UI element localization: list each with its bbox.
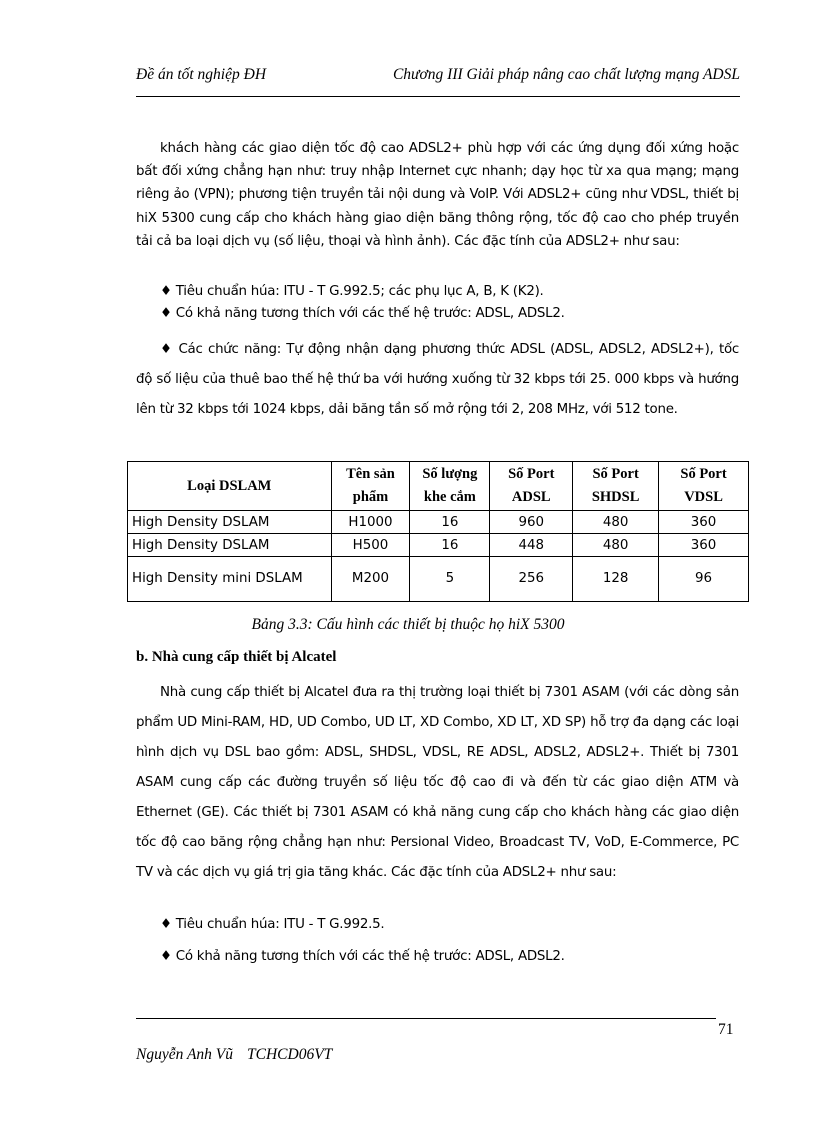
table-cell: 480 xyxy=(573,511,659,534)
table-cell: 16 xyxy=(410,511,490,534)
table-cell: H1000 xyxy=(331,511,410,534)
table-cell: 360 xyxy=(659,534,749,557)
col-header-vdsl: Số Port VDSL xyxy=(659,462,749,511)
bullet-compatibility-2: ♦ Có khả năng tương thích với các thế hệ trước: ADSL, ADSL2. xyxy=(160,949,565,964)
page-footer xyxy=(136,1046,332,1064)
table-cell: High Density DSLAM xyxy=(128,511,332,534)
page-number: 71 xyxy=(718,1021,734,1038)
bullet-standard-2: ♦ Tiêu chuẩn húa: ITU - T G.992.5. xyxy=(160,917,385,932)
header-right: Chương III Giải pháp nâng cao chất lượng mạng ADSL xyxy=(392,66,740,83)
footer-author: Nguyễn Anh Vũ xyxy=(136,1046,234,1063)
bullet-functions: ♦ Các chức năng: Tự động nhận dạng phương thức ADSL (ADSL, ADSL2, ADSL2+), tốc độ số liệu của thuê bao thế hệ thứ ba với hướng xuống từ 32 kbps tới 25. 000 kbps và hướng lên từ 32 kbps tới 1024 kbps, dải băng tần số mở rộng tới 2, 208 MHz, với 512 tone. xyxy=(136,342,739,417)
table-cell: High Density DSLAM xyxy=(128,534,332,557)
table-caption: Bảng 3.3: Cấu hình các thiết bị thuộc họ hiX 5300 xyxy=(251,616,565,633)
table-cell: 16 xyxy=(410,534,490,557)
table-row xyxy=(128,557,749,602)
table-cell: 960 xyxy=(490,511,573,534)
table-cell: H500 xyxy=(331,534,410,557)
table-cell: 360 xyxy=(659,511,749,534)
footer-divider xyxy=(136,1018,716,1019)
table-header-row xyxy=(128,462,749,511)
table-cell: 480 xyxy=(573,534,659,557)
bullet-standard: ♦ Tiêu chuẩn húa: ITU - T G.992.5; các phụ lục A, B, K (K2). xyxy=(160,284,544,299)
table-cell: 448 xyxy=(490,534,573,557)
table-cell: 256 xyxy=(490,557,573,602)
section-title: b. Nhà cung cấp thiết bị Alcatel xyxy=(136,649,337,665)
table-cell: 5 xyxy=(410,557,490,602)
bullet-compatibility: ♦ Có khả năng tương thích với các thế hệ trước: ADSL, ADSL2. xyxy=(160,306,565,321)
page-header xyxy=(136,66,740,97)
col-header-type: Loại DSLAM xyxy=(128,462,332,511)
col-header-adsl: Số Port ADSL xyxy=(490,462,573,511)
col-header-shdsl: Số Port SHDSL xyxy=(573,462,659,511)
header-left: Đề án tốt nghiệp ĐH xyxy=(136,66,267,83)
col-header-product: Tên sản phẩm xyxy=(331,462,410,511)
table-cell: 128 xyxy=(573,557,659,602)
col-header-slots: Số lượng khe cắm xyxy=(410,462,490,511)
paragraph-2: Nhà cung cấp thiết bị Alcatel đưa ra thị trường loại thiết bị 7301 ASAM (với các dòng sản phẩm UD Mini-RAM, HD, UD Combo, UD LT, XD Combo, XD LT, XD SP) hỗ trợ đa dạng các loại hình dịch vụ DSL bao gồm: ADSL, SHDSL, VDSL, RE ADSL, ADSL2, ADSL2+. Thiết bị 7301 ASAM cung cấp các đường truyền số liệu tốc độ cao đi và đến từ các giao diện ATM và Ethernet (GE). Các thiết bị 7301 ASAM có khả năng cung cấp cho khách hàng các giao diện tốc độ cao băng rộng chẳng hạn như: Persional Video, Broadcast TV, VoD, E-Commerce, PC TV và các dịch vụ giá trị gia tăng khác. Các đặc tính của ADSL2+ như sau: xyxy=(136,685,739,880)
table-cell: High Density mini DSLAM xyxy=(128,557,332,602)
dslam-config-table xyxy=(127,461,749,602)
paragraph-1: khách hàng các giao diện tốc độ cao ADSL2+ phù hợp với các ứng dụng đối xứng hoặc bất đối xứng chẳng hạn như: truy nhập Internet cực nhanh; dạy học từ xa qua mạng; mạng riêng ảo (VPN); phương tiện truyền tải nội dung và VoIP. Với ADSL2+ cũng như VDSL, thiết bị hiX 5300 cung cấp cho khách hàng giao diện băng thông rộng, tốc độ cao cho phép truyền tải cả ba loại dịch vụ (số liệu, thoại và hình ảnh). Các đặc tính của ADSL2+ như sau: xyxy=(136,141,739,249)
footer-class: TCHCD06VT xyxy=(247,1046,333,1063)
table-cell: M200 xyxy=(331,557,410,602)
table-row xyxy=(128,534,749,557)
table-cell: 96 xyxy=(659,557,749,602)
table-row xyxy=(128,511,749,534)
